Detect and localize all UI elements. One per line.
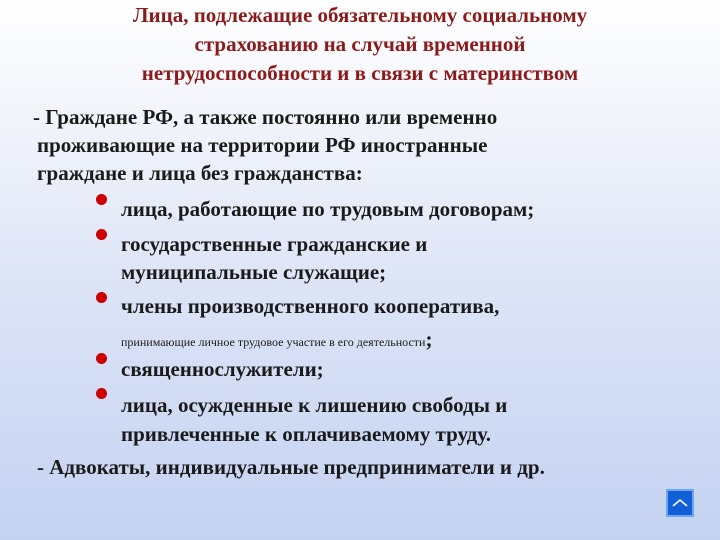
intro-line-2: проживающие на территории РФ иностранные [37,133,488,157]
bullet-item-3-end: ; [425,327,433,351]
intro-line-1: - Граждане РФ, а также постоянно или временно [33,105,498,129]
title-line-1: Лица, подлежащие обязательному социальному [132,3,588,27]
bullet-icon [96,292,107,303]
nav-button[interactable] [666,489,694,517]
bullet-item-3-small-text: принимающие личное трудовое участие в его деятельности [121,335,426,349]
title-line-3: нетрудоспособности и в связи с материнством [141,61,579,85]
bullet-icon [96,229,107,240]
bullet-icon [96,194,107,205]
bullet-item-4: священнослужители; [121,357,324,381]
closing-line: - Адвокаты, индивидуальные предприниматели и др. [37,455,545,479]
bullet-item-1: лица, работающие по трудовым договорам; [121,197,535,221]
bullet-item-3-detail [121,326,432,355]
bullet-icon [96,388,107,399]
return-arrow-icon [671,496,689,510]
bullet-item-2-line-1: государственные гражданские и [121,232,428,256]
bullet-icon [96,353,107,364]
bullet-item-2-line-2: муниципальные служащие; [121,260,387,284]
bullet-item-5-line-2: привлеченные к оплачиваемому труду. [121,422,491,446]
title-line-2: страхованию на случай временной [194,32,526,56]
bullet-item-3: члены производственного кооператива, [121,294,500,318]
bullet-item-5-line-1: лица, осужденные к лишению свободы и [121,393,508,417]
intro-line-3: граждане и лица без гражданства: [37,161,363,185]
